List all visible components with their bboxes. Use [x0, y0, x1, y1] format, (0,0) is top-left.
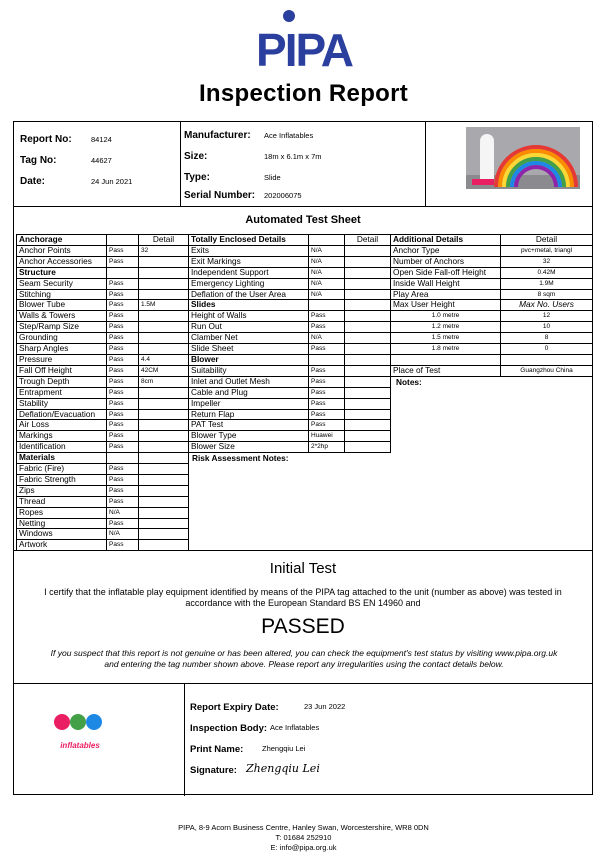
item-detail — [139, 453, 189, 464]
item-detail — [345, 322, 391, 333]
item-label: Materials — [17, 453, 107, 464]
item-label: Exits — [189, 245, 309, 256]
size-value: 18m x 6.1m x 7m — [264, 152, 322, 161]
item-detail — [345, 245, 391, 256]
table-row — [189, 398, 391, 409]
table-row — [189, 420, 391, 431]
item-label: Windows — [17, 529, 107, 540]
item-status: Pass — [107, 311, 139, 322]
item-status: Pass — [107, 376, 139, 387]
signature-label: Signature: — [190, 765, 237, 776]
tag-no-label: Tag No: — [20, 155, 57, 166]
enclosed-header: Totally Enclosed Details — [189, 235, 309, 246]
serial-value: 202006075 — [264, 191, 302, 200]
item-label: Slide Sheet — [189, 344, 309, 355]
item-label: Markings — [17, 431, 107, 442]
item-status — [107, 267, 139, 278]
item-detail — [139, 311, 189, 322]
item-detail: 42CM — [139, 365, 189, 376]
pipa-logo — [0, 8, 607, 77]
item-status: Pass — [107, 474, 139, 485]
user-count: 0 — [501, 344, 593, 355]
detail-header: Detail — [139, 235, 189, 246]
item-detail — [139, 474, 189, 485]
item-label: Trough Depth — [17, 376, 107, 387]
item-label: Sharp Angles — [17, 344, 107, 355]
item-detail — [139, 507, 189, 518]
item-status — [107, 453, 139, 464]
item-status: Pass — [107, 256, 139, 267]
item-label: Identification — [17, 442, 107, 453]
table-row — [391, 322, 593, 333]
item-detail — [139, 398, 189, 409]
type-value: Slide — [264, 173, 281, 182]
product-photo — [466, 127, 580, 189]
item-detail — [345, 376, 391, 387]
item-label: Anchor Points — [17, 245, 107, 256]
table-row — [189, 256, 391, 267]
item-label: Ropes — [17, 507, 107, 518]
item-detail — [345, 267, 391, 278]
item-detail — [139, 420, 189, 431]
item-label: Walls & Towers — [17, 311, 107, 322]
footer-phone: T: 01684 252910 — [275, 833, 332, 842]
table-row — [189, 387, 391, 398]
item-status: N/A — [309, 278, 345, 289]
item-status: N/A — [107, 507, 139, 518]
table-row — [391, 365, 593, 376]
rainbow-slide-image — [466, 127, 580, 189]
table-row — [17, 278, 189, 289]
table-row — [17, 420, 189, 431]
expiry-label: Report Expiry Date: — [190, 702, 279, 713]
item-label: Fall Off Height — [17, 365, 107, 376]
table-row — [17, 518, 189, 529]
anchorage-table — [16, 234, 189, 551]
item-label: Blower Tube — [17, 300, 107, 311]
table-row — [17, 256, 189, 267]
detail-header: Detail — [501, 235, 593, 246]
item-detail — [345, 365, 391, 376]
item-detail — [139, 289, 189, 300]
report-frame — [13, 121, 593, 795]
item-status: N/A — [107, 529, 139, 540]
result-text: PASSED — [261, 615, 345, 638]
additional-header: Additional Details — [391, 235, 501, 246]
item-label: Inside Wall Height — [391, 278, 501, 289]
item-detail — [345, 409, 391, 420]
item-status: N/A — [309, 267, 345, 278]
manufacturer-value: Ace Inflatables — [264, 131, 314, 140]
anchorage-header: Anchorage — [17, 235, 107, 246]
item-status: Pass — [107, 245, 139, 256]
type-label: Type: — [184, 172, 210, 183]
table-row — [17, 311, 189, 322]
item-status: Pass — [107, 464, 139, 475]
item-status: 2*2hp — [309, 442, 345, 453]
table-row — [17, 496, 189, 507]
item-status: Pass — [107, 333, 139, 344]
table-row — [17, 409, 189, 420]
item-status: Pass — [309, 420, 345, 431]
tag-no-value: 44627 — [91, 156, 112, 165]
table-row — [189, 354, 391, 365]
item-label: Inlet and Outlet Mesh — [189, 376, 309, 387]
expiry-value: 23 Jun 2022 — [304, 702, 346, 711]
divider — [14, 206, 592, 207]
additional-table — [390, 234, 593, 377]
item-status — [309, 354, 345, 365]
item-status: Pass — [309, 344, 345, 355]
table-row — [17, 354, 189, 365]
table-row — [17, 267, 189, 278]
item-detail — [345, 420, 391, 431]
item-status: Pass — [107, 485, 139, 496]
item-detail — [345, 442, 391, 453]
table-row — [189, 300, 391, 311]
item-label: Entrapment — [17, 387, 107, 398]
disclaimer-text: If you suspect that this report is not genuine or has been altered, you can check the equipment's test status by visiting www.pipa.org.uk and entering the tag number shown above. Please report any irregularities using the contact details below. — [50, 648, 558, 669]
item-label: Anchor Type — [391, 245, 501, 256]
table-row — [189, 278, 391, 289]
table-row — [17, 464, 189, 475]
table-row — [189, 245, 391, 256]
print-name-value: Zhengqiu Lei — [262, 744, 306, 753]
item-label: Step/Ramp Size — [17, 322, 107, 333]
item-label: Pressure — [17, 354, 107, 365]
item-label: Independent Support — [189, 267, 309, 278]
item-label: Artwork — [17, 540, 107, 551]
inspection-body-value: Ace Inflatables — [270, 723, 320, 732]
item-status: Pass — [309, 387, 345, 398]
company-logo-text: inflatables — [60, 741, 100, 750]
table-row — [17, 398, 189, 409]
table-row — [17, 365, 189, 376]
svg-text:PIPA: PIPA — [255, 24, 352, 72]
item-label: Blower Type — [189, 431, 309, 442]
item-detail — [345, 431, 391, 442]
item-status: Pass — [107, 518, 139, 529]
item-detail — [139, 431, 189, 442]
pipa-logo-icon — [249, 8, 359, 72]
size-label: Size: — [184, 151, 208, 162]
item-label: Number of Anchors — [391, 256, 501, 267]
item-detail: 4.4 — [139, 354, 189, 365]
item-detail — [345, 398, 391, 409]
table-row — [17, 289, 189, 300]
item-label: Emergency Lighting — [189, 278, 309, 289]
item-label: Blower — [189, 354, 309, 365]
initial-test-heading: Initial Test — [269, 560, 337, 577]
user-count: 10 — [501, 322, 593, 333]
item-status: Pass — [309, 322, 345, 333]
table-row — [189, 344, 391, 355]
item-status: Pass — [107, 354, 139, 365]
item-label: Thread — [17, 496, 107, 507]
user-height: 1.0 metre — [391, 311, 501, 322]
item-label: Blower Size — [189, 442, 309, 453]
item-label: Grounding — [17, 333, 107, 344]
page-title: Inspection Report — [198, 80, 409, 107]
table-row — [391, 267, 593, 278]
item-status: Pass — [309, 398, 345, 409]
manufacturer-label: Manufacturer: — [184, 130, 251, 141]
item-detail: 32 — [139, 245, 189, 256]
item-status: Pass — [107, 365, 139, 376]
company-logo — [48, 712, 112, 750]
table-row — [17, 507, 189, 518]
item-detail: 1.5M — [139, 300, 189, 311]
max-users-label: Max No. Users — [501, 300, 593, 311]
item-status: Pass — [107, 300, 139, 311]
footer-address: PIPA, 8-9 Acorn Business Centre, Hanley Swan, Worcestershire, WR8 0DN — [178, 823, 429, 832]
item-status: Huawei — [309, 431, 345, 442]
table-row — [17, 442, 189, 453]
item-detail — [139, 540, 189, 551]
item-detail — [139, 442, 189, 453]
table-row — [17, 245, 189, 256]
user-count: 8 — [501, 333, 593, 344]
item-label: Fabric (Fire) — [17, 464, 107, 475]
place-of-test-value: Guangzhou China — [501, 365, 593, 376]
item-status: Pass — [107, 409, 139, 420]
item-detail — [139, 344, 189, 355]
table-row — [17, 474, 189, 485]
item-label: Play Area — [391, 289, 501, 300]
item-detail — [345, 344, 391, 355]
item-detail — [345, 333, 391, 344]
detail-header: Detail — [345, 235, 391, 246]
item-detail — [139, 256, 189, 267]
table-row — [189, 409, 391, 420]
sheet-title: Automated Test Sheet — [245, 214, 361, 226]
item-detail — [139, 496, 189, 507]
item-status: Pass — [107, 289, 139, 300]
table-row — [189, 267, 391, 278]
item-label: Exit Markings — [189, 256, 309, 267]
spacer — [501, 354, 593, 365]
table-row — [189, 442, 391, 453]
item-status: Pass — [309, 311, 345, 322]
table-row — [391, 256, 593, 267]
max-user-height-label: Max User Height — [391, 300, 501, 311]
item-label: Cable and Plug — [189, 387, 309, 398]
item-detail — [139, 518, 189, 529]
print-name-label: Print Name: — [190, 744, 244, 755]
item-label: Stitching — [17, 289, 107, 300]
table-row — [391, 289, 593, 300]
item-status: Pass — [107, 344, 139, 355]
table-row — [17, 431, 189, 442]
item-status: Pass — [107, 387, 139, 398]
item-detail — [345, 289, 391, 300]
item-status: N/A — [309, 333, 345, 344]
user-height: 1.8 metre — [391, 344, 501, 355]
item-status: Pass — [309, 376, 345, 387]
item-detail — [345, 300, 391, 311]
item-detail — [139, 464, 189, 475]
user-height: 1.5 metre — [391, 333, 501, 344]
spacer — [391, 354, 501, 365]
table-row — [391, 245, 593, 256]
item-label: Return Flap — [189, 409, 309, 420]
item-detail — [139, 322, 189, 333]
item-detail — [345, 311, 391, 322]
certify-text: I certify that the inflatable play equipment identified by means of the PIPA tag attached to the unit (number as above) was tested in accordance with the European Standard BS EN 14960 and — [44, 587, 562, 608]
table-row — [391, 278, 593, 289]
item-detail — [139, 409, 189, 420]
item-detail — [345, 387, 391, 398]
item-label: PAT Test — [189, 420, 309, 431]
table-row — [189, 365, 391, 376]
table-row — [189, 322, 391, 333]
item-detail: 32 — [501, 256, 593, 267]
item-detail: 8 sqm — [501, 289, 593, 300]
table-row — [17, 529, 189, 540]
item-label: Height of Walls — [189, 311, 309, 322]
place-of-test-label: Place of Test — [391, 365, 501, 376]
report-no-value: 84124 — [91, 135, 112, 144]
item-detail — [139, 529, 189, 540]
ace-logo-icon — [48, 712, 112, 738]
table-row — [17, 333, 189, 344]
table-row — [189, 311, 391, 322]
item-label: Clamber Net — [189, 333, 309, 344]
table-row — [17, 387, 189, 398]
item-detail: pvc+metal, triangl — [501, 245, 593, 256]
date-value: 24 Jun 2021 — [91, 177, 133, 186]
table-row — [17, 485, 189, 496]
item-status: N/A — [309, 256, 345, 267]
date-label: Date: — [20, 176, 46, 187]
footer — [0, 823, 607, 853]
report-no-label: Report No: — [20, 134, 72, 145]
item-status: Pass — [107, 278, 139, 289]
divider — [14, 683, 592, 684]
item-detail: 0.42M — [501, 267, 593, 278]
table-row — [391, 354, 593, 365]
item-status: Pass — [309, 409, 345, 420]
risk-assessment-label: Risk Assessment Notes: — [192, 453, 289, 463]
item-label: Seam Security — [17, 278, 107, 289]
item-label: Netting — [17, 518, 107, 529]
item-label: Deflation/Evacuation — [17, 409, 107, 420]
item-label: Impeller — [189, 398, 309, 409]
table-row — [17, 376, 189, 387]
item-label: Slides — [189, 300, 309, 311]
footer-email: E: info@pipa.org.uk — [270, 843, 337, 852]
user-height: 1.2 metre — [391, 322, 501, 333]
table-row — [391, 300, 593, 311]
item-status: Pass — [107, 398, 139, 409]
item-detail — [345, 278, 391, 289]
item-status: Pass — [107, 442, 139, 453]
table-row — [17, 300, 189, 311]
item-detail — [139, 333, 189, 344]
item-label: Air Loss — [17, 420, 107, 431]
user-count: 12 — [501, 311, 593, 322]
item-label: Open Side Fall-off Height — [391, 267, 501, 278]
table-row — [17, 322, 189, 333]
table-row — [17, 344, 189, 355]
item-detail — [345, 354, 391, 365]
item-status: Pass — [309, 365, 345, 376]
item-status — [309, 300, 345, 311]
item-status: Pass — [107, 420, 139, 431]
item-detail — [139, 278, 189, 289]
signature: Zhengqiu Lei — [246, 762, 320, 775]
item-detail — [139, 485, 189, 496]
item-label: Stability — [17, 398, 107, 409]
item-label: Run Out — [189, 322, 309, 333]
table-row — [189, 376, 391, 387]
table-row — [391, 333, 593, 344]
item-detail: 8cm — [139, 376, 189, 387]
table-row — [189, 333, 391, 344]
item-label: Fabric Strength — [17, 474, 107, 485]
table-row — [391, 344, 593, 355]
item-label: Deflation of the User Area — [189, 289, 309, 300]
enclosed-table — [188, 234, 391, 453]
table-row — [189, 289, 391, 300]
item-label: Zips — [17, 485, 107, 496]
table-row — [391, 311, 593, 322]
item-status: Pass — [107, 496, 139, 507]
item-detail — [345, 256, 391, 267]
item-detail — [139, 267, 189, 278]
item-status: Pass — [107, 322, 139, 333]
item-label: Structure — [17, 267, 107, 278]
item-detail: 1.9M — [501, 278, 593, 289]
item-status: N/A — [309, 289, 345, 300]
item-status: Pass — [107, 431, 139, 442]
item-status: Pass — [107, 540, 139, 551]
item-detail — [139, 387, 189, 398]
item-status: N/A — [309, 245, 345, 256]
table-row — [17, 540, 189, 551]
table-row — [189, 431, 391, 442]
item-label: Suitability — [189, 365, 309, 376]
table-row — [17, 453, 189, 464]
notes-label: Notes: — [396, 377, 422, 387]
item-label: Anchor Accessories — [17, 256, 107, 267]
serial-label: Serial Number: — [184, 190, 256, 201]
inspection-body-label: Inspection Body: — [190, 723, 268, 734]
